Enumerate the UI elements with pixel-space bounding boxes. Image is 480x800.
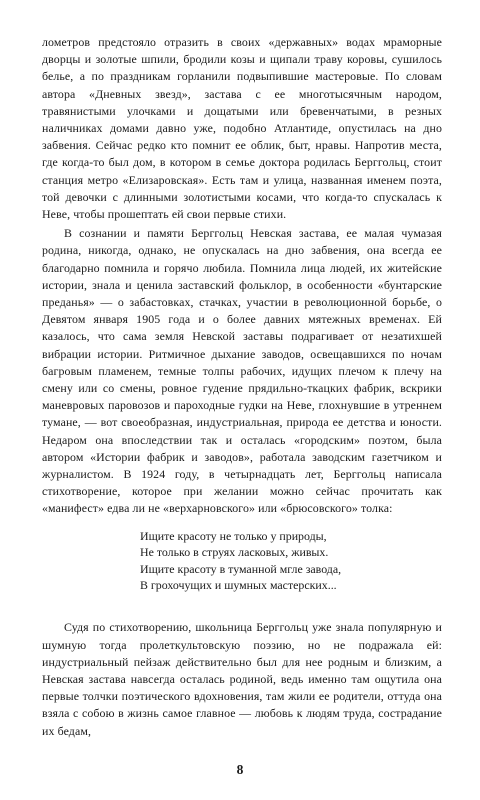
spacer — [42, 593, 442, 617]
poem-line-3: Ищите красоту в туманной мгле завода, — [140, 561, 342, 576]
poem-quote — [140, 528, 442, 594]
paragraph-3: Судя по стихотворению, школьница Берггольц уже знала популярную и шумную тогда пролеткультовскую поэзию, но не подражала ей: индустриальный пейзаж действительно был для нее родным и близким, а Невская застава навсегда осталась родиной, ведь именно там ощутила она первые толчки поэтического вдохновения, там жили ее родители, оттуда она взяла с собою в жизнь самое главное — любовь к людям труда, сострадание их бедам, — [42, 620, 442, 738]
poem-line-2: Не только в струях ласковых, живых. — [140, 545, 329, 560]
page-number: 8 — [236, 762, 244, 777]
page-body — [42, 34, 442, 740]
poem-line-4: В грохочущих и шумных мастерских... — [140, 577, 337, 592]
paragraph-1: лометров предстояло отразить в своих «державных» водах мраморные дворцы и золотые шпили, бродили козы и щипали траву коровы, сушилось белье, а по праздникам горланили подвыпившие мастеровые. По словам автора «Дневных звезд», застава с ее многотысячным народом, травянистыми улочками и дощатыми или бревенчатыми, в резных наличниках домами давно уже, подобно Атлантиде, опустилась на дно забвения. Сейчас редко кто помнит ее облик, быт, нравы. Напротив места, где когда-то был дом, в котором в семье доктора родилась Берггольц, стоит станция метро «Елизаровская». Есть там и улица, названная именем поэта, той девочки с длинными золотистыми косами, что когда-то спускалась к Неве, чтобы прошептать ей свои первые стихи. — [42, 35, 442, 222]
poem-line-1: Ищите красоту не только у природы, — [140, 528, 327, 543]
paragraph-2: В сознании и памяти Берггольц Невская застава, ее малая чумазая родина, никогда, однако, не опускалась на дно забвения, она всегда ее благодарно помнила и горячо любила. Помнила лица людей, их житейские истории, знала и ценила заставский фольклор, в особенности «бунтарские преданья» — о забастовках, стачках, участии в революционной борьбе, о Девятом января 1905 года и о более давних мятежных временах. Ей казалось, что сама земля Невской заставы подрагивает от незатихшей вибрации истории. Ритмичное дыхание заводов, освещавшихся по ночам багровым пламенем, темные толпы рабочих, идущих плечом к плечу на смену или со смены, ровное гудение прядильно-ткацких фабрик, вскрики маневровых паровозов и пароходные гудки на Неве, глохнувшие в утреннем тумане, — вот своеобразная, индустриальная, природа ее детства и юности. Недаром она впоследствии так и осталась «городским» поэтом, была автором «Истории фабрик и заводов», работала заводским газетчиком и журналистом. В 1924 году, в четырнадцать лет, Берггольц написала стихотворение, которое при желании можно сейчас прочитать как «манифест» едва ли не «верхарновского» или «брюсовского» толка: — [42, 226, 442, 516]
